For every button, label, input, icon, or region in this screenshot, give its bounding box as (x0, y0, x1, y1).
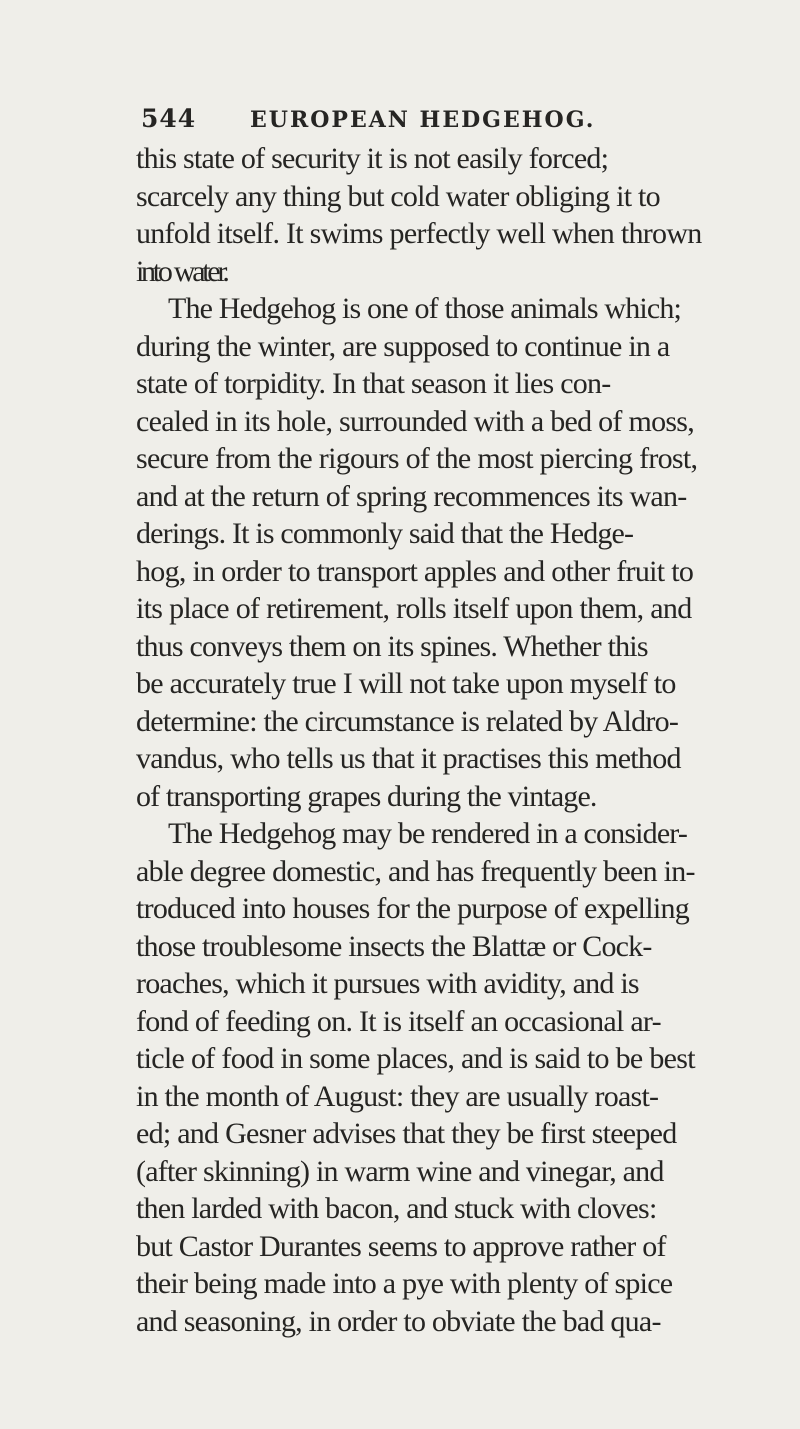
text-line: and seasoning, in order to obviate the bad qua- (136, 1304, 661, 1338)
paragraph-start-line: The Hedgehog may be rendered in a consider- (168, 817, 688, 850)
body-text (136, 140, 800, 1340)
text-line: into water. (136, 254, 227, 288)
text-line: hog, in order to transport apples and other fruit to (136, 554, 694, 588)
text-line: unfold itself. It swims perfectly well when thrown (136, 217, 702, 250)
text-line: cealed in its hole, surrounded with a bed of moss, (136, 404, 695, 438)
text-line: scarcely any thing but cold water obliging it to (136, 179, 660, 213)
text-line: (after skinning) in warm wine and vinegar, and (136, 1154, 664, 1188)
text-line: secure from the rigours of the most piercing frost, (136, 442, 698, 475)
text-line: those troublesome insects the Blattæ or Cock- (136, 929, 652, 963)
text-line: able degree domestic, and has frequently been in- (136, 854, 695, 888)
text-line: during the winter, are supposed to continue in a (136, 329, 670, 363)
text-line: state of torpidity. In that season it lies con- (136, 367, 611, 400)
text-line: its place of retirement, rolls itself upon them, and (136, 592, 692, 625)
page-number: 544 (141, 104, 197, 133)
page-header (0, 104, 800, 144)
text-line: ticle of food in some places, and is said to be best (136, 1042, 695, 1075)
text-line: then larded with bacon, and stuck with cloves: (136, 1192, 657, 1225)
text-line: in the month of August: they are usually roast- (136, 1079, 659, 1113)
text-line: determine: the circumstance is related by Aldro- (136, 704, 679, 738)
paragraph-start-line: The Hedgehog is one of those animals which; (168, 292, 682, 325)
text-line: but Castor Durantes seems to approve rather of (136, 1229, 666, 1263)
text-line: and at the return of spring recommences its wan- (136, 479, 687, 513)
text-line: of transporting grapes during the vintage. (136, 779, 597, 813)
running-head: EUROPEAN HEDGEHOG. (250, 107, 596, 133)
text-line: vandus, who tells us that it practises this method (136, 742, 681, 775)
text-line: troduced into houses for the purpose of expelling (136, 892, 690, 925)
text-line: fond of feeding on. It is itself an occasional ar- (136, 1004, 661, 1038)
text-line: roaches, which it pursues with avidity, and is (136, 967, 639, 1000)
text-line: ed; and Gesner advises that they be first steeped (136, 1117, 677, 1150)
text-line: their being made into a pye with plenty of spice (136, 1267, 673, 1300)
text-line: be accurately true I will not take upon myself to (136, 667, 676, 700)
text-line: this state of security it is not easily forced; (136, 142, 609, 175)
text-line: thus conveys them on its spines. Whether this (136, 629, 648, 663)
text-line: derings. It is commonly said that the Hedge- (136, 517, 634, 550)
